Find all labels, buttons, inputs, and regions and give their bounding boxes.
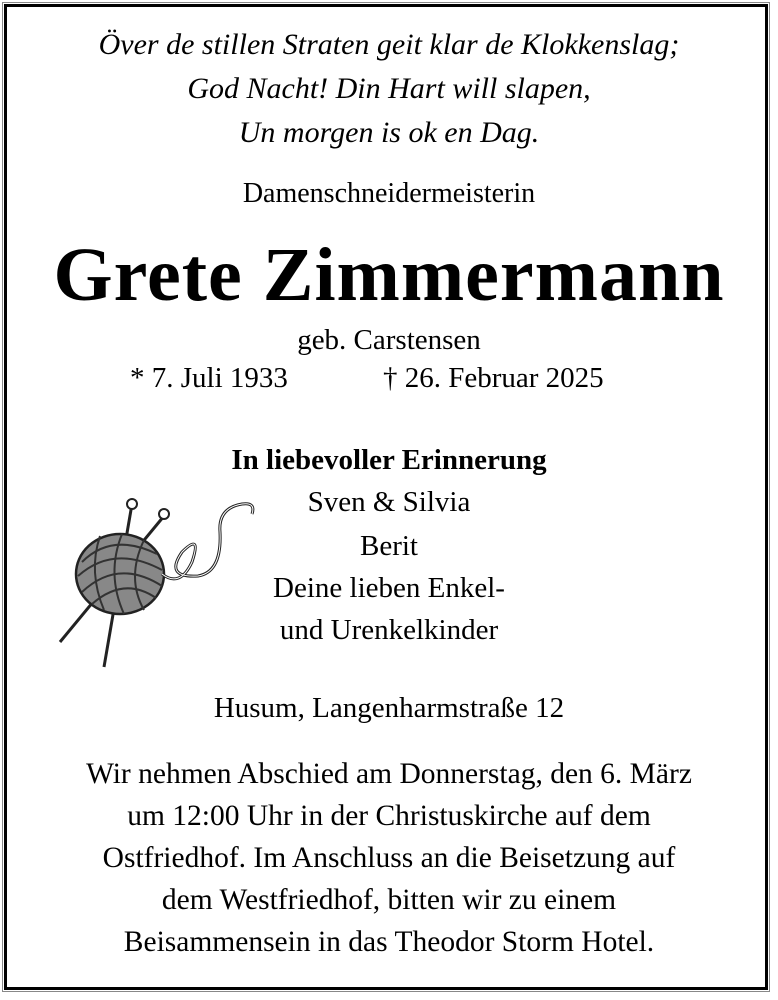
verse-line-1: Över de stillen Straten geit klar de Klokkenslag; <box>98 28 680 61</box>
birth-date: * 7. Juli 1933 <box>130 362 288 394</box>
notice-line-1: Wir nehmen Abschied am Donnerstag, den 6. März <box>86 758 692 790</box>
verse-line-2: God Nacht! Din Hart will slapen, <box>187 72 591 105</box>
mourner-line-2: Berit <box>360 530 418 562</box>
mourners-heading: In liebevoller Erinnerung <box>231 444 547 476</box>
notice-line-5: Beisammensein in das Theodor Storm Hotel. <box>123 926 655 958</box>
notice-line-3: Ostfriedhof. Im Anschluss an die Beisetzung auf <box>102 842 676 874</box>
mourner-line-4: und Urenkelkinder <box>279 614 499 646</box>
maiden-name: geb. Carstensen <box>297 324 481 356</box>
life-dates <box>0 362 778 398</box>
profession: Damenschneidermeisterin <box>242 178 536 209</box>
deceased-name: Grete Zimmermann <box>53 233 725 317</box>
yarn-ball-knitting-needles-icon <box>52 492 257 672</box>
address: Husum, Langenharmstraße 12 <box>213 692 565 724</box>
mourner-line-3: Deine lieben Enkel- <box>273 572 505 604</box>
notice-line-2: um 12:00 Uhr in der Christuskirche auf dem <box>127 800 651 832</box>
verse-line-3: Un morgen is ok en Dag. <box>238 116 540 149</box>
mourner-line-1: Sven & Silvia <box>307 486 471 518</box>
death-date: † 26. Februar 2025 <box>383 362 604 394</box>
notice-line-4: dem Westfriedhof, bitten wir zu einem <box>161 884 617 916</box>
